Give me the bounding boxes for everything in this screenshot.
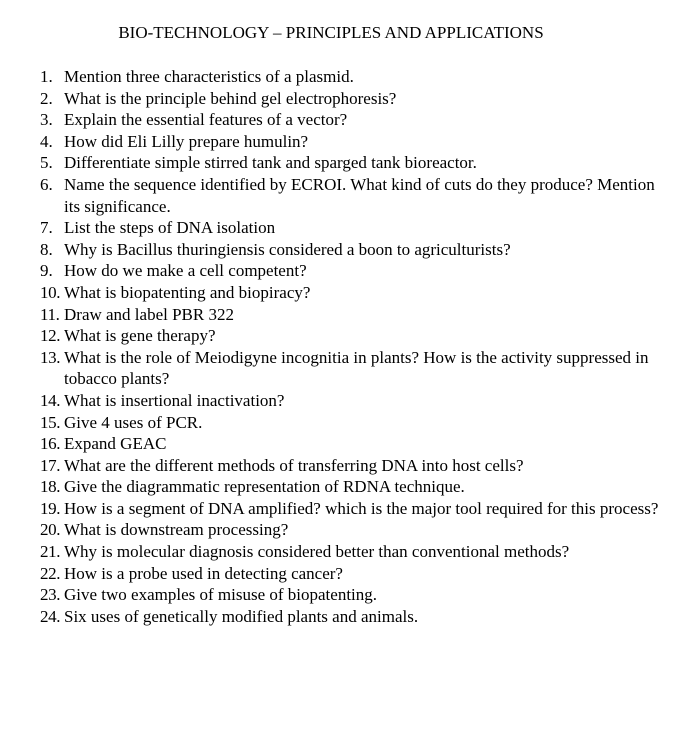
question-item xyxy=(0,412,660,434)
question-item xyxy=(0,239,660,261)
question-item xyxy=(0,498,660,520)
question-item xyxy=(0,347,660,390)
question-text: How did Eli Lilly prepare humulin? xyxy=(64,131,309,151)
question-item xyxy=(0,455,660,477)
question-item xyxy=(0,390,660,412)
question-number: 7. xyxy=(40,218,53,238)
question-item xyxy=(0,217,660,239)
question-item xyxy=(0,66,660,88)
question-number: 24. xyxy=(40,606,61,626)
question-item xyxy=(0,304,660,326)
question-number: 8. xyxy=(40,239,53,259)
question-item xyxy=(0,476,660,498)
question-number: 2. xyxy=(40,88,53,108)
question-number: 9. xyxy=(40,261,53,281)
question-number: 3. xyxy=(40,110,53,130)
question-number: 23. xyxy=(40,585,61,605)
question-text: What is gene therapy? xyxy=(64,326,216,346)
question-text: What is the role of Meiodigyne incognitia in plants? How is the activity suppressed in tobacco plants? xyxy=(64,347,649,389)
question-number: 19. xyxy=(40,498,61,518)
question-number: 11. xyxy=(40,304,60,324)
question-text: How do we make a cell competent? xyxy=(64,261,307,281)
question-text: What is the principle behind gel electrophoresis? xyxy=(64,88,397,108)
question-text: Give 4 uses of PCR. xyxy=(64,412,203,432)
question-item xyxy=(0,584,660,606)
question-number: 10. xyxy=(40,282,61,302)
question-number: 5. xyxy=(40,153,53,173)
question-number: 16. xyxy=(40,434,61,454)
question-text: Name the sequence identified by ECROI. What kind of cuts do they produce? Mention its significance. xyxy=(64,174,655,216)
question-item xyxy=(0,88,660,110)
question-text: Why is Bacillus thuringiensis considered a boon to agriculturists? xyxy=(64,239,511,259)
question-item xyxy=(0,433,660,455)
question-item xyxy=(0,260,660,282)
question-text: What is insertional inactivation? xyxy=(64,390,285,410)
question-text: Draw and label PBR 322 xyxy=(64,304,234,324)
question-text: Expand GEAC xyxy=(64,434,167,454)
question-text: What is downstream processing? xyxy=(64,520,289,540)
question-number: 17. xyxy=(40,455,61,475)
document-title: BIO-TECHNOLOGY – PRINCIPLES AND APPLICATIONS xyxy=(118,23,544,42)
question-item xyxy=(0,152,660,174)
question-item xyxy=(0,541,660,563)
question-list xyxy=(0,66,660,627)
question-text: How is a segment of DNA amplified? which is the major tool required for this process? xyxy=(64,498,659,518)
question-text: Six uses of genetically modified plants and animals. xyxy=(64,606,419,626)
question-text: Give two examples of misuse of biopatenting. xyxy=(64,585,378,605)
question-number: 14. xyxy=(40,390,61,410)
question-number: 20. xyxy=(40,520,61,540)
question-number: 1. xyxy=(40,67,53,86)
question-text: What is biopatenting and biopiracy? xyxy=(64,282,311,302)
question-number: 4. xyxy=(40,131,53,151)
question-text: Mention three characteristics of a plasmid. xyxy=(64,67,354,86)
question-text: Give the diagrammatic representation of RDNA technique. xyxy=(64,477,465,497)
question-item xyxy=(0,131,660,153)
question-text: How is a probe used in detecting cancer? xyxy=(64,563,343,583)
question-item xyxy=(0,519,660,541)
question-item xyxy=(0,325,660,347)
question-number: 21. xyxy=(40,542,61,562)
question-text: Differentiate simple stirred tank and sparged tank bioreactor. xyxy=(64,153,477,173)
question-item xyxy=(0,282,660,304)
question-text: Why is molecular diagnosis considered better than conventional methods? xyxy=(64,542,570,562)
question-item xyxy=(0,109,660,131)
question-number: 18. xyxy=(40,477,61,497)
question-item xyxy=(0,606,660,628)
question-number: 6. xyxy=(40,174,53,194)
question-text: Explain the essential features of a vector? xyxy=(64,110,348,130)
question-item xyxy=(0,174,660,217)
question-number: 12. xyxy=(40,326,61,346)
question-text: List the steps of DNA isolation xyxy=(64,218,276,238)
question-number: 15. xyxy=(40,412,61,432)
question-number: 13. xyxy=(40,347,61,367)
question-number: 22. xyxy=(40,563,61,583)
question-item xyxy=(0,563,660,585)
question-text: What are the different methods of transferring DNA into host cells? xyxy=(64,455,524,475)
